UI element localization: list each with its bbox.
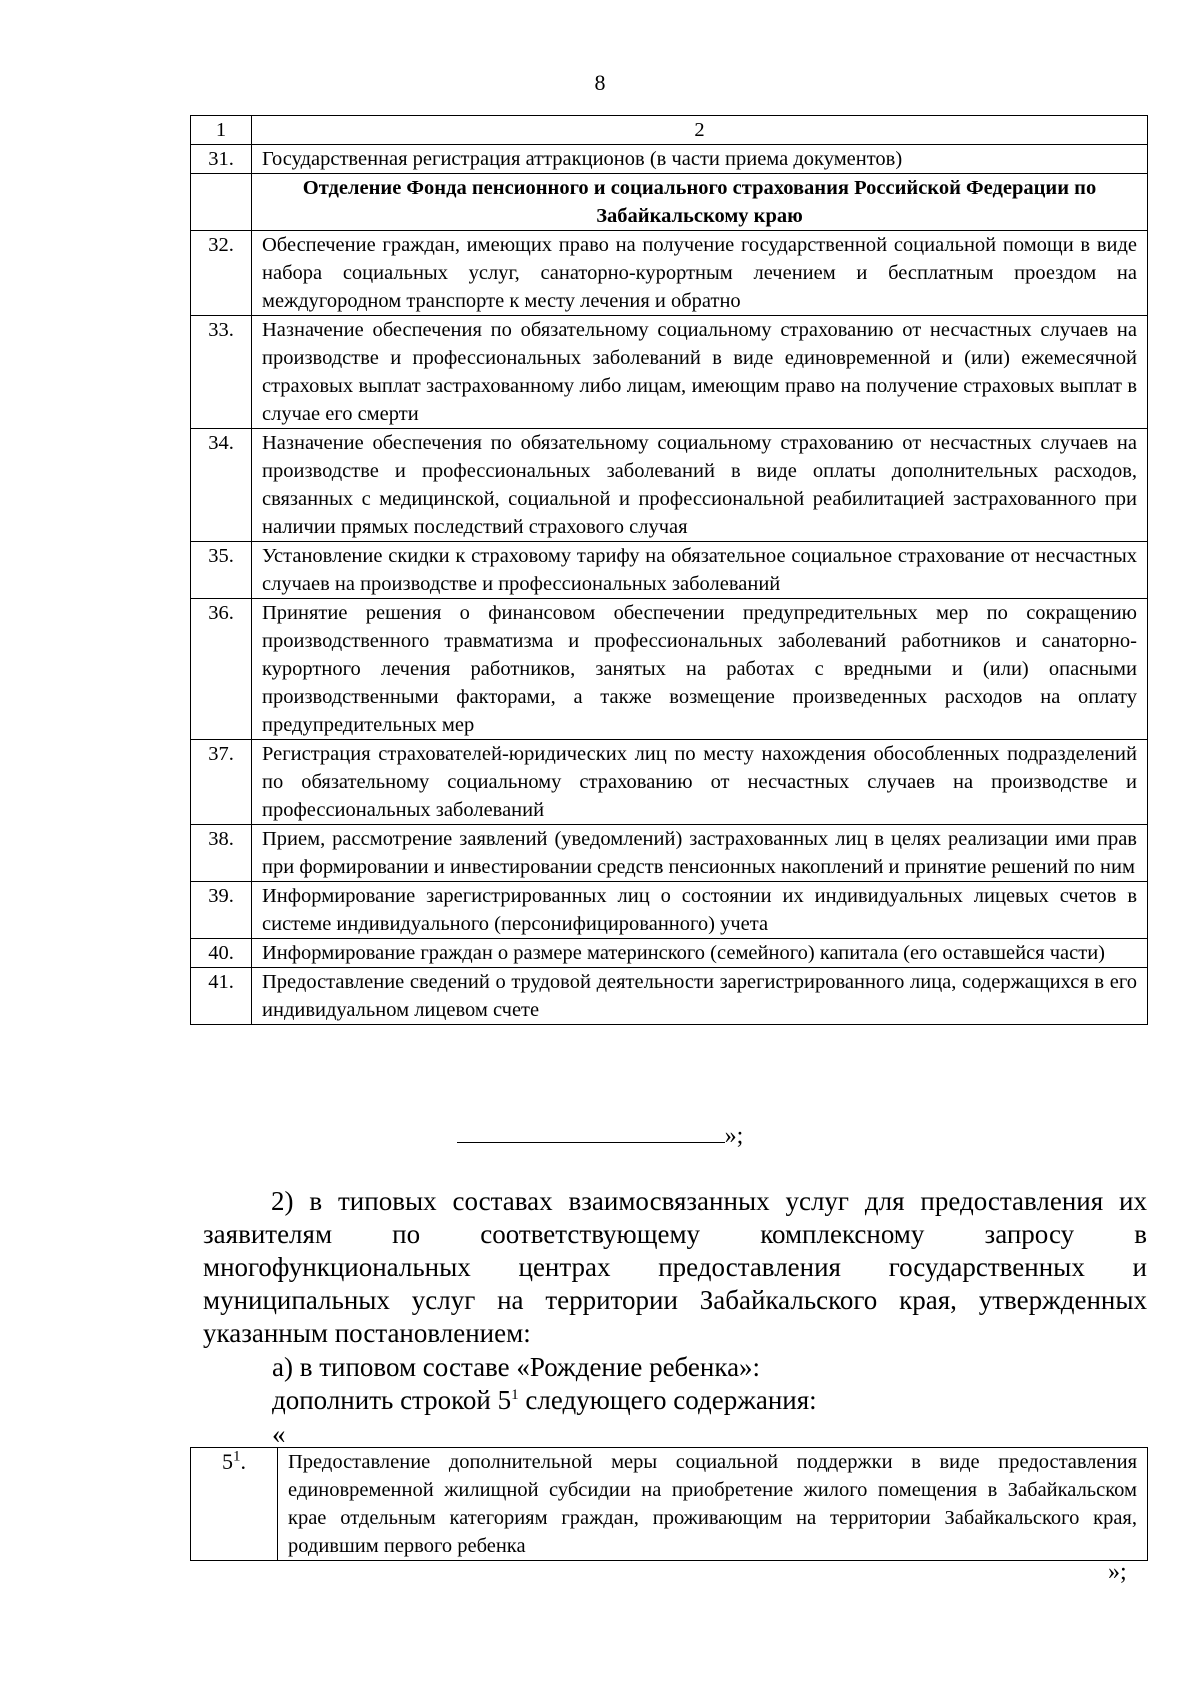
row-text: Принятие решения о финансовом обеспечении предупредительных мер по сокращению производственного травматизма и профессиональных заболеваний работников и санаторно-курортного лечения работников, занятых на работах с вредными и (или) опасными производственными факторами, а также возмещение произведенных расходов на оплату предупредительных мер: [252, 599, 1148, 740]
empty-cell: [191, 174, 252, 231]
superscript: 1: [511, 1387, 519, 1403]
row-text: Информирование зарегистрированных лиц о состоянии их индивидуальных лицевых счетов в системе индивидуального (персонифицированного) учета: [252, 882, 1148, 939]
add-row-text-end: следующего содержания:: [518, 1385, 817, 1415]
row-number: 37.: [191, 740, 252, 825]
section-heading: Отделение Фонда пенсионного и социального страхования Российской Федерации по Забайкальскому краю: [252, 174, 1148, 231]
page-number: 8: [594, 70, 606, 95]
row-text: Регистрация страхователей-юридических лиц по месту нахождения обособленных подразделений по обязательному социальному страхованию от несчастных случаев на производстве и профессиональных заболеваний: [252, 740, 1148, 825]
superscript: 1: [233, 1448, 241, 1465]
column-header-1: 1: [191, 116, 252, 145]
table-row: [191, 542, 1148, 599]
row-number: 39.: [191, 882, 252, 939]
row-text: Назначение обеспечения по обязательному социальному страхованию от несчастных случаев на производстве и профессиональных заболеваний в виде единовременной и (или) ежемесячной страховых выплат застрахованному либо лицам, имеющим право на получение страховых выплат в случае его смерти: [252, 316, 1148, 429]
table-row: [191, 599, 1148, 740]
table-closing-line: [0, 1122, 1200, 1150]
row-number: 41.: [191, 968, 252, 1025]
row-number: 32.: [191, 231, 252, 316]
section-heading-row: [191, 174, 1148, 231]
services-table: [190, 115, 1148, 1025]
row-number: 33.: [191, 316, 252, 429]
table-header-row: [191, 116, 1148, 145]
row-number: $5^1$.: [191, 1448, 278, 1561]
row-text: Информирование граждан о размере материнского (семейного) капитала (его оставшейся части): [252, 939, 1148, 968]
paragraph-amendment-2: 2) в типовых составах взаимосвязанных услуг для предоставления их заявителям по соответствующему комплексному запросу в многофункциональных центрах предоставления государственных и муниципальных услуг на территории Забайкальского края, утвержденных указанным постановлением:: [203, 1186, 1147, 1348]
table-row: [191, 825, 1148, 882]
row-number: 35.: [191, 542, 252, 599]
row-number: 31.: [191, 145, 252, 174]
row-text: Предоставление сведений о трудовой деятельности зарегистрированного лица, содержащихся в его индивидуальном лицевом счете: [252, 968, 1148, 1025]
row-text: Государственная регистрация аттракционов (в части приема документов): [252, 145, 1148, 174]
paragraph-add-row: [272, 1384, 1152, 1417]
table-row: [191, 968, 1148, 1025]
table-row: [191, 1448, 1148, 1561]
row-number: 38.: [191, 825, 252, 882]
opening-quote: «: [272, 1419, 286, 1449]
table-row: [191, 429, 1148, 542]
table-row: [191, 231, 1148, 316]
row-number: 34.: [191, 429, 252, 542]
table-row: [191, 882, 1148, 939]
row-text: Установление скидки к страховому тарифу на обязательное социальное страхование от несчастных случаев на производстве и профессиональных заболеваний: [252, 542, 1148, 599]
add-row-text: дополнить строкой 5: [272, 1385, 512, 1415]
row-text: Прием, рассмотрение заявлений (уведомлений) застрахованных лиц в целях реализации ими прав при формировании и инвестировании средств пенсионных накоплений и принятие решений по ним: [252, 825, 1148, 882]
paragraph-subitem-a: а) в типовом составе «Рождение ребенка»:: [272, 1352, 761, 1382]
table-row: [191, 939, 1148, 968]
underline-rule: [457, 1122, 725, 1143]
table-row: [191, 316, 1148, 429]
row-text: Назначение обеспечения по обязательному социальному страхованию от несчастных случаев на производстве и профессиональных заболеваний в виде оплаты дополнительных расходов, связанных с медицинской, социальной и профессиональной реабилитацией застрахованного при наличии прямых последствий страхового случая: [252, 429, 1148, 542]
row-text: Предоставление дополнительной меры социальной поддержки в виде предоставления единовременной жилищной субсидии на приобретение жилого помещения в Забайкальском крае отдельным категориям граждан, проживающим на территории Забайкальского края, родившим первого ребенка: [278, 1448, 1148, 1561]
table-row: [191, 145, 1148, 174]
column-header-2: 2: [252, 116, 1148, 145]
row-number: 40.: [191, 939, 252, 968]
end-quote: »;: [1108, 1559, 1127, 1585]
table-row: [191, 740, 1148, 825]
closing-quote: »;: [724, 1123, 744, 1149]
new-row-table: [190, 1447, 1148, 1561]
row-text: Обеспечение граждан, имеющих право на получение государственной социальной помощи в виде набора социальных услуг, санаторно-курортным лечением и бесплатным проездом на междугородном транспорте к месту лечения и обратно: [252, 231, 1148, 316]
row-number: 36.: [191, 599, 252, 740]
